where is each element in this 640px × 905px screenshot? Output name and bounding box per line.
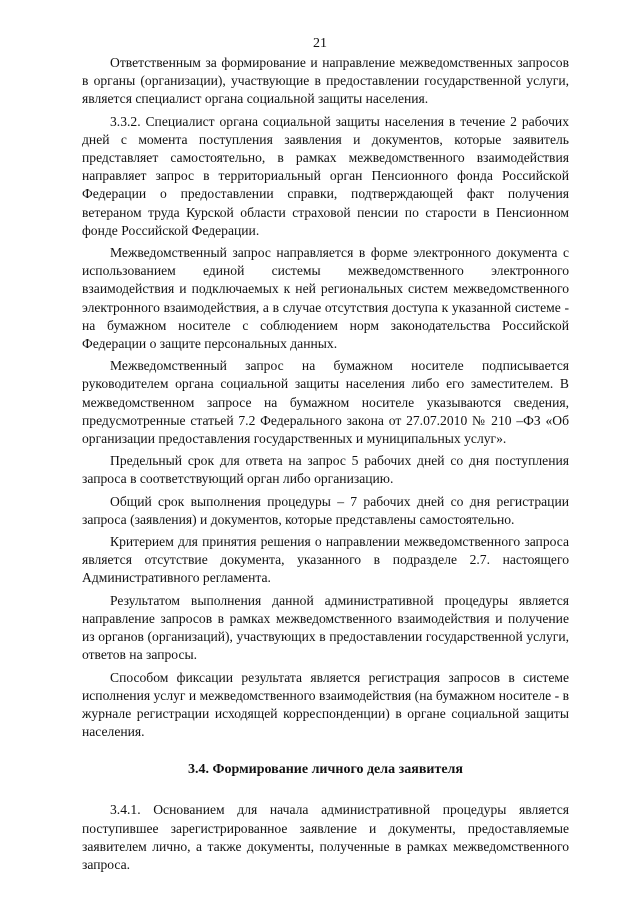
page-number: 21 (313, 36, 327, 51)
section-heading-3-4: 3.4. Формирование личного дела заявителя (188, 762, 463, 778)
paragraph-result-recording: Способом фиксации результата является регистрация запросов в системе исполнения услуг и межведомственного взаимодействия (на бумажном носителе - в журнале регистрации исходящей корреспонденции) в органе социальной защиты населения. (82, 669, 569, 740)
paragraph-decision-criterion: Критерием для принятия решения о направлении межведомственного запроса является отсутствие документа, указанного в подразделе 2.7. настоящего Административного регламента. (82, 534, 569, 586)
paragraph-3-3-2: 3.3.2. Специалист органа социальной защиты населения в течение 2 рабочих дней с момента поступления заявления и документов, которые заявитель представляет самостоятельно, в рамках межведомственного взаимодействия направляет запрос в территориальный орган Пенсионного фонда Российской Федерации о предоставлении справки, подтверждающей факт получения ветераном труда Курской области страховой пенсии по старости в Пенсионном фонде Российской Федерации. (82, 113, 569, 238)
paragraph-total-duration: Общий срок выполнения процедуры – 7 рабочих дней со дня регистрации запроса (заявления) и документов, которые представлены самостоятельно. (82, 493, 569, 527)
paragraph-responsible-specialist: Ответственным за формирование и направление межведомственных запросов в органы (организации), участвующие в предоставлении государственной услуги, является специалист органа социальной защиты населения. (82, 55, 569, 107)
paragraph-3-4-1: 3.4.1. Основанием для начала административной процедуры является поступившее зарегистрированное заявление и документы, предоставляемые заявителем лично, а также документы, полученные в рамках межведомственного запроса. (82, 802, 569, 872)
paragraph-paper-request: Межведомственный запрос на бумажном носителе подписывается руководителем органа социальной защиты населения либо его заместителем. В межведомственном запросе на бумажном носителе указываются сведения, предусмотренные статьей 7.2 Федерального закона от 27.07.2010 № 210 –ФЗ «Об организации предоставления государственных и муниципальных услуг». (82, 358, 569, 447)
paragraph-electronic-request: Межведомственный запрос направляется в форме электронного документа с использованием единой системы межведомственного электронного взаимодействия и подключаемых к ней региональных систем межведомственного электронного взаимодействия, а в случае отсутствия доступа к указанной системе - на бумажном носителе с соблюдением норм законодательства Российской Федерации о защите персональных данных. (82, 245, 569, 352)
document-body (82, 54, 569, 874)
paragraph-response-deadline: Предельный срок для ответа на запрос 5 рабочих дней со дня поступления запроса в соответствующий орган либо организацию. (82, 453, 569, 487)
paragraph-procedure-result: Результатом выполнения данной административной процедуры является направление запросов в рамках межведомственного взаимодействия и получение из органов (организаций), участвующих в предоставлении государственной услуги, ответов на запросы. (82, 592, 569, 663)
